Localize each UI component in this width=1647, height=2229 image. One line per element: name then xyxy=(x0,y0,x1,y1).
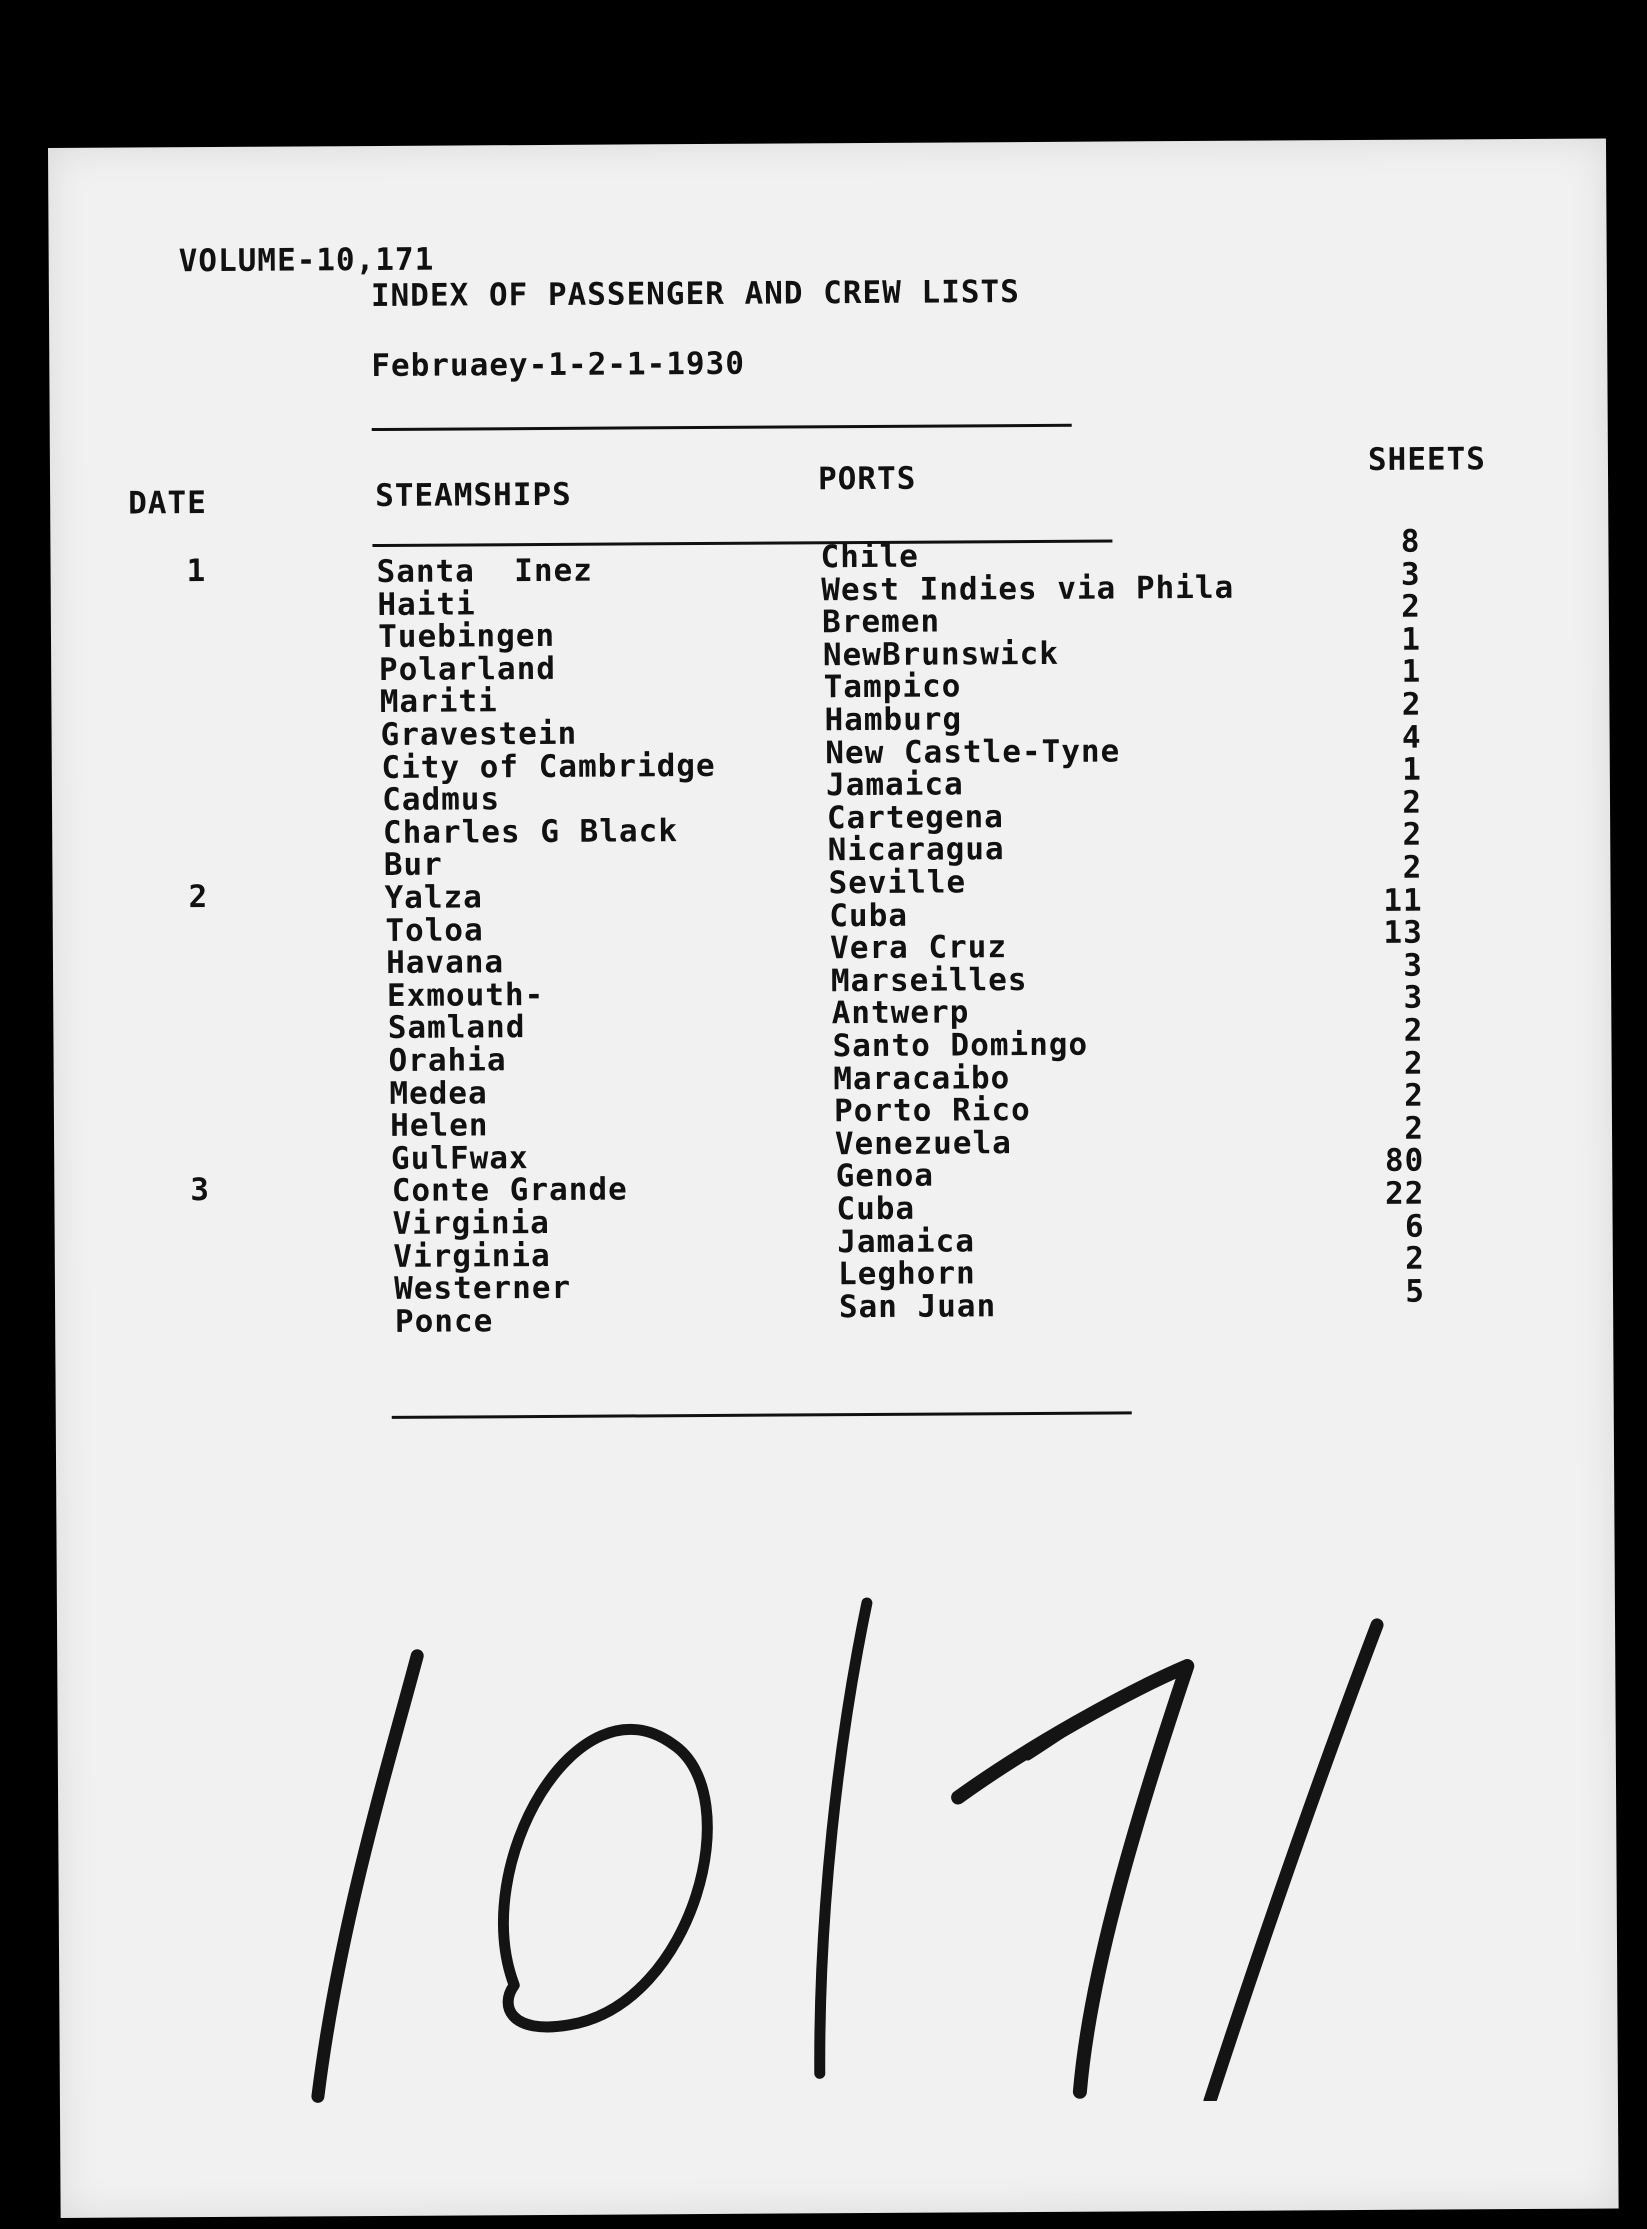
row-port: NewBrunswick xyxy=(822,635,1059,674)
row-sheets: 4 xyxy=(1401,719,1422,756)
row-sheets: 2 xyxy=(1404,1077,1424,1114)
row-sheets: 80 xyxy=(1384,1143,1425,1180)
row-port: West Indies via Phila xyxy=(821,569,1235,608)
row-sheets: 2 xyxy=(1402,849,1423,886)
row-sheets: 22 xyxy=(1384,1175,1425,1212)
row-steamship: Samland xyxy=(387,1009,526,1047)
row-steamship: Santa Inez xyxy=(376,552,594,591)
column-header-date: DATE xyxy=(128,485,207,522)
row-sheets: 13 xyxy=(1383,914,1423,952)
row-steamship: Orahia xyxy=(388,1042,507,1079)
row-steamship: Ponce xyxy=(394,1303,494,1340)
row-port: Cuba xyxy=(829,897,909,934)
row-sheets: 3 xyxy=(1403,947,1424,984)
row-steamship: Medea xyxy=(389,1074,488,1112)
row-steamship: City of Cambridge xyxy=(381,747,716,786)
row-port: Genoa xyxy=(835,1157,935,1195)
row-sheets: 2 xyxy=(1404,1110,1425,1147)
volume-label: VOLUME-10,171 xyxy=(178,241,435,280)
row-sheets: 1 xyxy=(1402,751,1422,788)
row-steamship: Exmouth- xyxy=(386,976,545,1014)
row-port: Antwerp xyxy=(831,994,970,1032)
column-header-rule xyxy=(372,540,1112,548)
column-header-sheets: SHEETS xyxy=(1367,441,1487,478)
row-sheets: 2 xyxy=(1401,588,1421,625)
row-sheets: 1 xyxy=(1401,654,1422,691)
row-sheets: 8 xyxy=(1400,523,1421,560)
header-rule xyxy=(372,424,1072,431)
row-sheets: 3 xyxy=(1400,556,1421,593)
row-port: Marseilles xyxy=(830,961,1028,1000)
column-header-steamships: STEAMSHIPS xyxy=(375,476,572,515)
date-range: Februaey-1-2-1-1930 xyxy=(371,345,746,385)
footer-rule xyxy=(392,1411,1132,1419)
row-sheets: 3 xyxy=(1403,980,1424,1017)
row-sheets: 2 xyxy=(1403,1045,1424,1082)
row-port: Jamaica xyxy=(825,766,964,804)
row-sheets: 5 xyxy=(1405,1273,1426,1310)
row-steamship: Charles G Black xyxy=(382,812,679,851)
row-sheets: 6 xyxy=(1404,1208,1425,1245)
row-sheets: 2 xyxy=(1401,686,1422,723)
row-port: Bremen xyxy=(821,603,941,641)
row-steamship: Westerner xyxy=(394,1270,572,1308)
row-steamship: Haiti xyxy=(377,585,476,623)
row-sheets: 2 xyxy=(1403,1012,1424,1049)
row-steamship: Virginia xyxy=(392,1204,550,1242)
row-port: Jamaica xyxy=(837,1222,976,1260)
row-date: 2 xyxy=(188,879,209,916)
row-steamship: Gravestein xyxy=(380,715,578,753)
row-sheets: 1 xyxy=(1401,621,1422,658)
row-port: Hamburg xyxy=(824,701,963,739)
row-port: Nicaragua xyxy=(827,831,1005,869)
row-port: Cartegena xyxy=(826,798,1004,837)
row-steamship: Cadmus xyxy=(382,781,501,819)
row-steamship: Polarland xyxy=(378,650,557,688)
row-sheets: 2 xyxy=(1402,817,1423,854)
row-port: Porto Rico xyxy=(833,1092,1031,1130)
row-port: Maracaibo xyxy=(833,1059,1011,1097)
row-sheets: 2 xyxy=(1405,1240,1425,1277)
handwritten-number xyxy=(307,1580,1430,2107)
row-port: Santo Domingo xyxy=(832,1026,1089,1065)
row-steamship: Tuebingen xyxy=(378,618,556,656)
row-port: Chile xyxy=(820,538,919,576)
row-steamship: Virginia xyxy=(393,1237,551,1275)
row-sheets: 11 xyxy=(1383,882,1423,919)
row-steamship: Conte Grande xyxy=(391,1171,628,1210)
row-port: New Castle-Tyne xyxy=(825,733,1121,771)
row-port: Venezuela xyxy=(834,1124,1012,1163)
row-steamship: Yalza xyxy=(384,879,484,916)
row-date: 3 xyxy=(190,1172,211,1209)
row-port: Tampico xyxy=(823,668,962,706)
row-port: Vera Cruz xyxy=(829,929,1008,967)
document-page xyxy=(48,138,1619,2217)
row-port: Cuba xyxy=(836,1190,916,1228)
row-steamship: GulFwax xyxy=(390,1139,529,1177)
row-port: Seville xyxy=(828,864,967,902)
row-steamship: Helen xyxy=(390,1107,489,1145)
row-steamship: Toloa xyxy=(385,911,484,949)
row-date: 1 xyxy=(186,553,207,590)
row-port: San Juan xyxy=(838,1288,997,1325)
row-steamship: Mariti xyxy=(379,683,498,721)
row-steamship: Bur xyxy=(383,846,443,884)
column-header-ports: PORTS xyxy=(817,460,917,498)
row-steamship: Havana xyxy=(386,944,505,982)
row-sheets: 2 xyxy=(1402,784,1423,821)
document-title: INDEX OF PASSENGER AND CREW LISTS xyxy=(370,274,1020,315)
row-port: Leghorn xyxy=(837,1255,976,1293)
